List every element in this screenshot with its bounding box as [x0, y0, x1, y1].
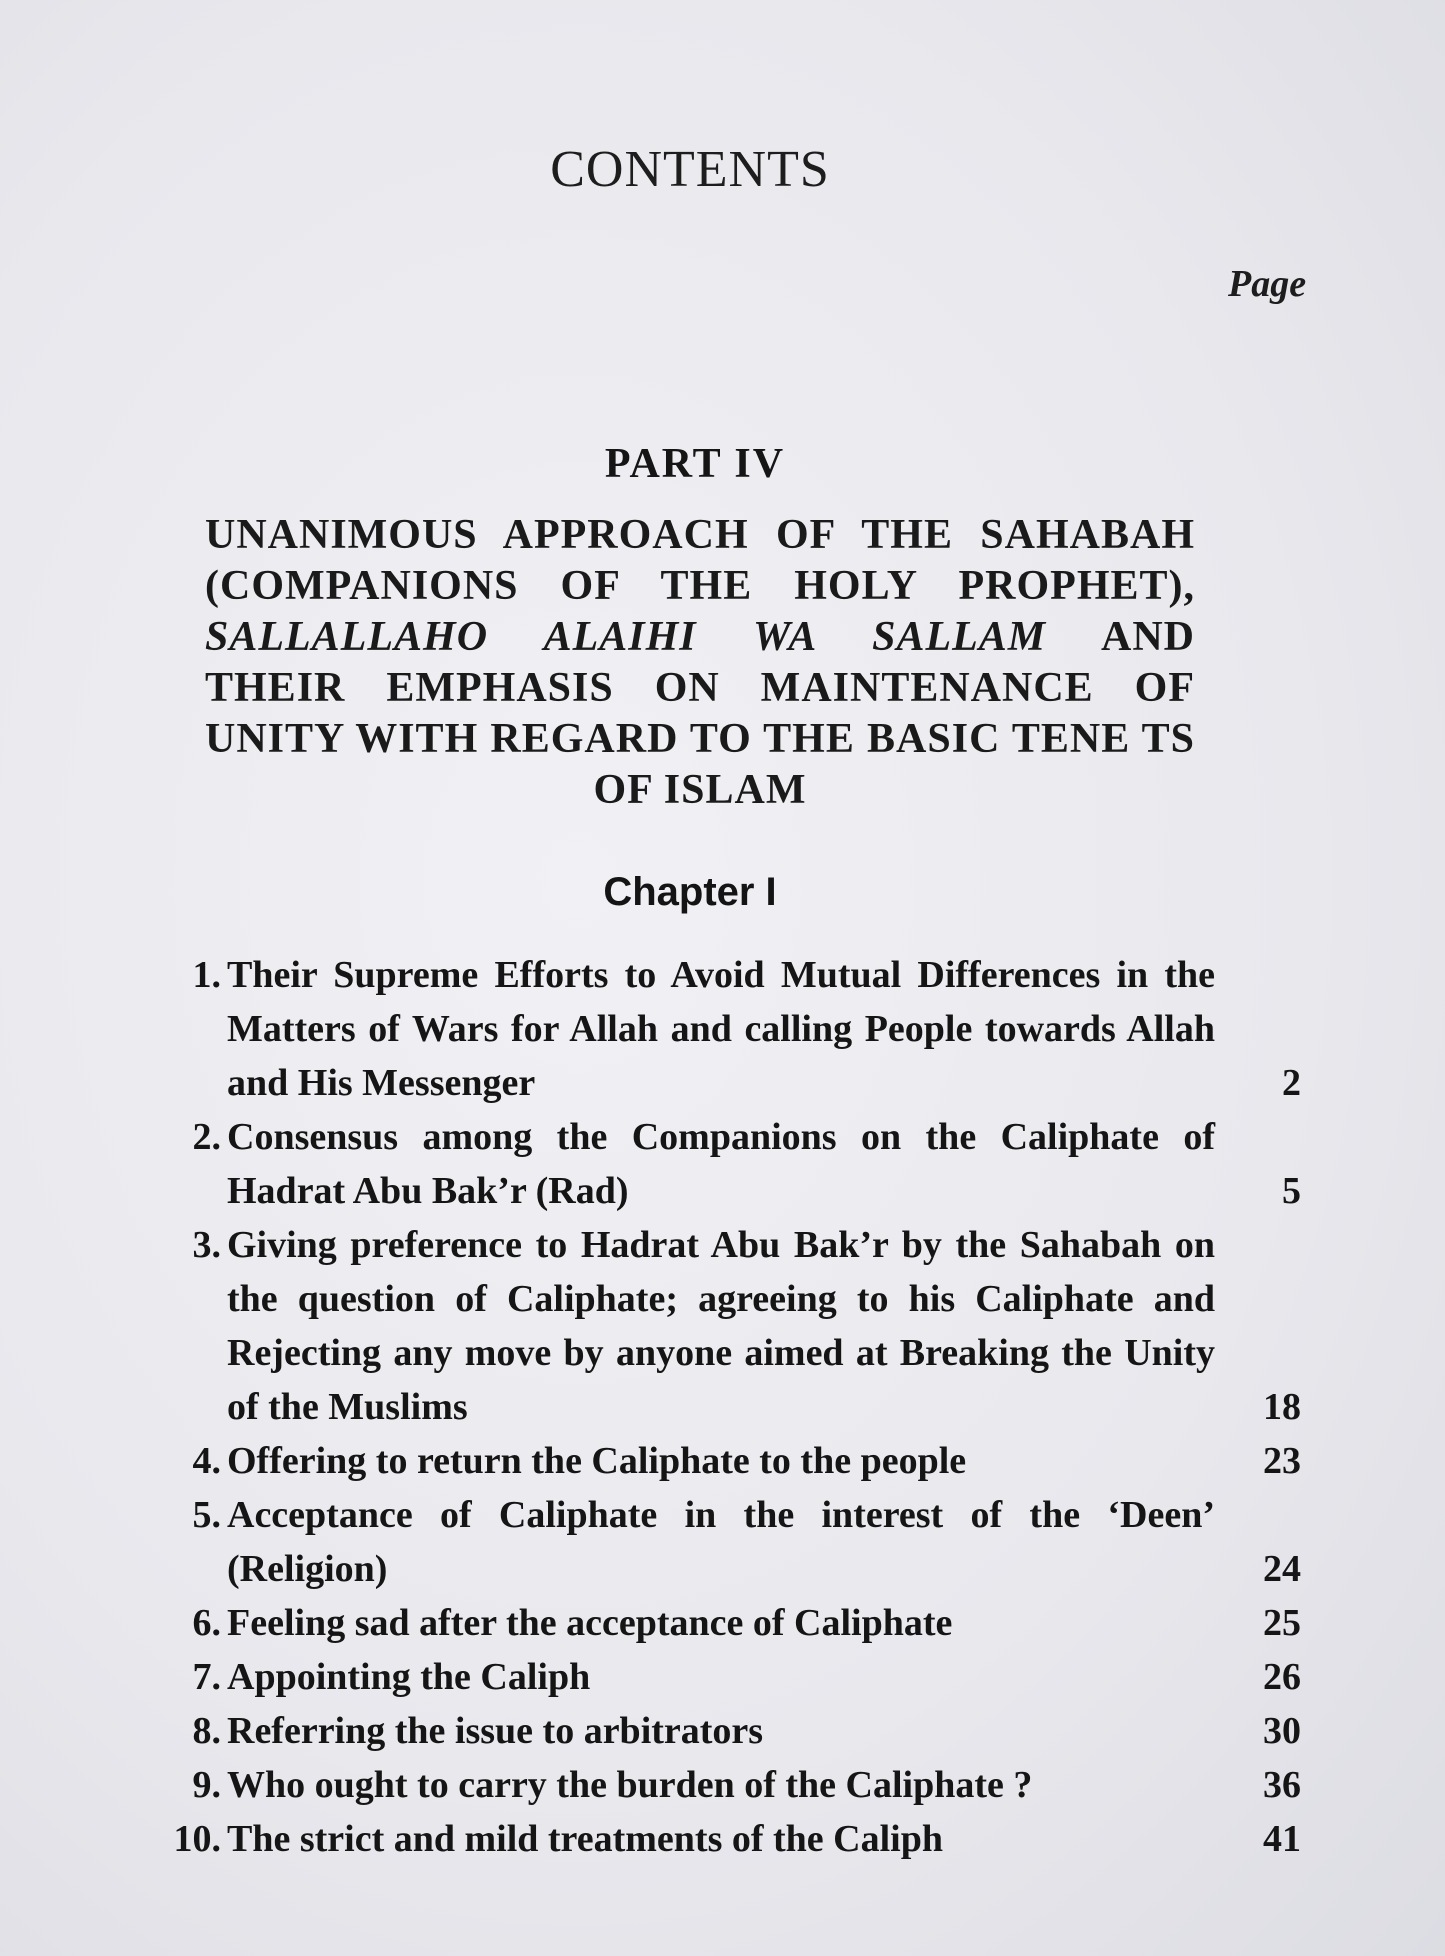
toc-entry: [165, 1488, 1315, 1596]
toc-entry: [165, 1596, 1315, 1650]
part-subtitle: [205, 510, 1195, 816]
entry-title: Their Supreme Efforts to Avoid Mutual Differences in the Matters of Wars for Allah and calling People towards Allah and His Messenger: [227, 954, 1215, 1104]
entry-title: The strict and mild treatments of the Caliph: [227, 1818, 943, 1860]
subtitle-line-6: OF ISLAM: [593, 767, 807, 813]
toc-entry: [165, 1812, 1315, 1866]
entry-title: Referring the issue to arbitrators: [227, 1710, 764, 1752]
entry-number: 9.: [192, 1764, 221, 1806]
entry-number: 5.: [192, 1494, 221, 1536]
entry-number: 8.: [192, 1710, 221, 1752]
entry-number: 1.: [192, 954, 221, 996]
entry-page: 2: [1282, 1062, 1301, 1104]
entry-page: 23: [1263, 1440, 1301, 1482]
toc-entry: [165, 1704, 1315, 1758]
entry-number: 4.: [192, 1440, 221, 1482]
entry-page: 5: [1282, 1170, 1301, 1212]
entry-title: Consensus among the Companions on the Caliphate of Hadrat Abu Bak’r (Rad): [227, 1116, 1215, 1212]
entry-number: 3.: [192, 1224, 221, 1266]
entry-page: 41: [1263, 1818, 1301, 1860]
entry-page: 30: [1263, 1710, 1301, 1752]
toc-list: [165, 948, 1315, 1866]
entry-number: 2.: [192, 1116, 221, 1158]
entry-number: 6.: [192, 1602, 221, 1644]
subtitle-line-4: THEIR EMPHASIS ON MAINTENANCE OF: [205, 665, 1195, 711]
page-column-label: Page: [1228, 263, 1307, 305]
subtitle-line-5: UNITY WITH REGARD TO THE BASIC TENE TS: [205, 716, 1195, 762]
entry-title: Acceptance of Caliphate in the interest of the ‘Deen’ (Religion): [227, 1494, 1215, 1590]
entry-number: 10.: [173, 1818, 221, 1860]
salutation-italic: SALLALLAHO ALAIHI WA SALLAM: [205, 614, 1047, 660]
subtitle-line-3: [205, 612, 1195, 663]
toc-entry: [165, 1758, 1315, 1812]
toc-entry: [165, 1650, 1315, 1704]
entry-title: Giving preference to Hadrat Abu Bak’r by the Sahabah on the question of Caliphate; agreeing to his Caliphate and Rejecting any move by anyone aimed at Breaking the Unity of the Muslims: [227, 1224, 1215, 1428]
entry-page: 18: [1263, 1386, 1301, 1428]
part-heading: PART IV: [604, 441, 786, 487]
subtitle-and: AND: [1101, 614, 1195, 660]
entry-page: 25: [1263, 1602, 1301, 1644]
entry-title: Who ought to carry the burden of the Caliphate ?: [227, 1764, 1033, 1806]
entry-page: 24: [1263, 1548, 1301, 1590]
toc-entry: [165, 948, 1315, 1110]
entry-title: Feeling sad after the acceptance of Caliphate: [227, 1602, 953, 1644]
contents-title: CONTENTS: [550, 141, 830, 198]
entry-page: 36: [1263, 1764, 1301, 1806]
toc-entry: [165, 1434, 1315, 1488]
toc-entry: [165, 1218, 1315, 1434]
entry-number: 7.: [192, 1656, 221, 1698]
chapter-heading: Chapter I: [603, 870, 777, 914]
toc-entry: [165, 1110, 1315, 1218]
entry-title: Appointing the Caliph: [227, 1656, 591, 1698]
subtitle-line-2: (COMPANIONS OF THE HOLY PROPHET),: [205, 563, 1195, 609]
subtitle-line-1: UNANIMOUS APPROACH OF THE SAHABAH: [205, 512, 1195, 558]
entry-page: 26: [1263, 1656, 1301, 1698]
entry-title: Offering to return the Caliphate to the people: [227, 1440, 967, 1482]
